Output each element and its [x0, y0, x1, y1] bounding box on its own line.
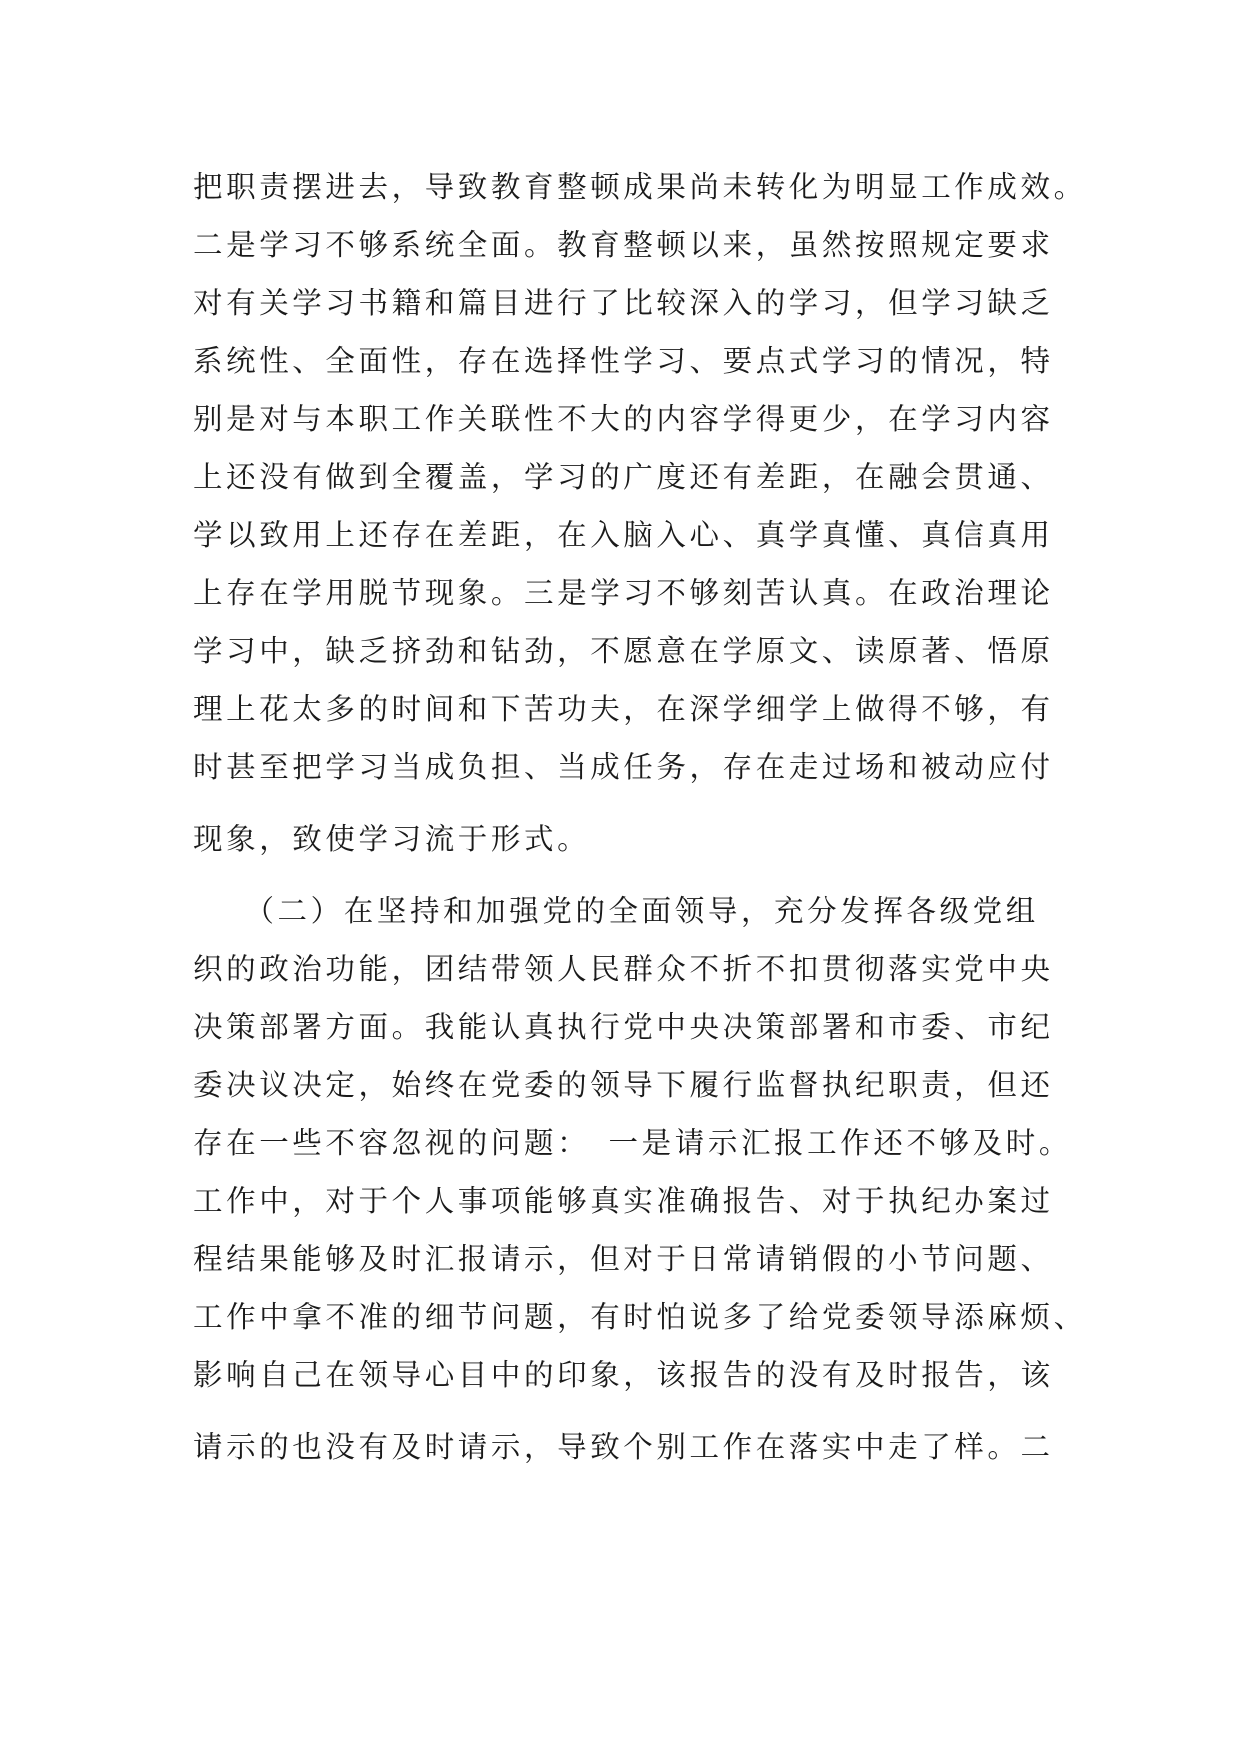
text-line: 现象，致使学习流于形式。 [193, 822, 591, 856]
text-line: 时甚至把学习当成负担、当成任务，存在走过场和被动应付 [193, 750, 1054, 784]
section-heading-line: （二）在坚持和加强党的全面领导，充分发挥各级党组 [193, 894, 1039, 928]
text-line: 学以致用上还存在差距，在入脑入心、真学真懂、真信真用 [193, 518, 1054, 552]
body-text [193, 158, 1087, 1476]
text-line: 请示的也没有及时请示，导致个别工作在落实中走了样。二 [193, 1430, 1054, 1464]
text-line: 工作中拿不准的细节问题，有时怕说多了给党委领导添麻烦、 [193, 1300, 1087, 1334]
text-line: 系统性、全面性，存在选择性学习、要点式学习的情况，特 [193, 344, 1054, 378]
text-line: 程结果能够及时汇报请示，但对于日常请销假的小节问题、 [193, 1242, 1054, 1276]
text-line: 对有关学习书籍和篇目进行了比较深入的学习，但学习缺乏 [193, 286, 1054, 320]
text-line: 工作中，对于个人事项能够真实准确报告、对于执纪办案过 [193, 1184, 1054, 1218]
text-line: 学习中，缺乏挤劲和钻劲，不愿意在学原文、读原著、悟原 [193, 634, 1054, 668]
text-line: 织的政治功能，团结带领人民群众不折不扣贯彻落实党中央 [193, 952, 1054, 986]
text-line: 二是学习不够系统全面。教育整顿以来，虽然按照规定要求 [193, 228, 1054, 262]
text-line: 上存在学用脱节现象。三是学习不够刻苦认真。在政治理论 [193, 576, 1054, 610]
text-line: 把职责摆进去，导致教育整顿成果尚未转化为明显工作成效。 [193, 170, 1087, 204]
text-line: 别是对与本职工作关联性不大的内容学得更少，在学习内容 [193, 402, 1054, 436]
text-line: 理上花太多的时间和下苦功夫，在深学细学上做得不够，有 [193, 692, 1054, 726]
text-line: 上还没有做到全覆盖，学习的广度还有差距，在融会贯通、 [193, 460, 1054, 494]
text-line: 影响自己在领导心目中的印象，该报告的没有及时报告，该 [193, 1358, 1054, 1392]
text-line: 委决议决定，始终在党委的领导下履行监督执纪职责，但还 [193, 1068, 1054, 1102]
text-line: 存在一些不容忽视的问题： 一是请示汇报工作还不够及时。 [193, 1126, 1072, 1160]
text-line: 决策部署方面。我能认真执行党中央决策部署和市委、市纪 [193, 1010, 1054, 1044]
